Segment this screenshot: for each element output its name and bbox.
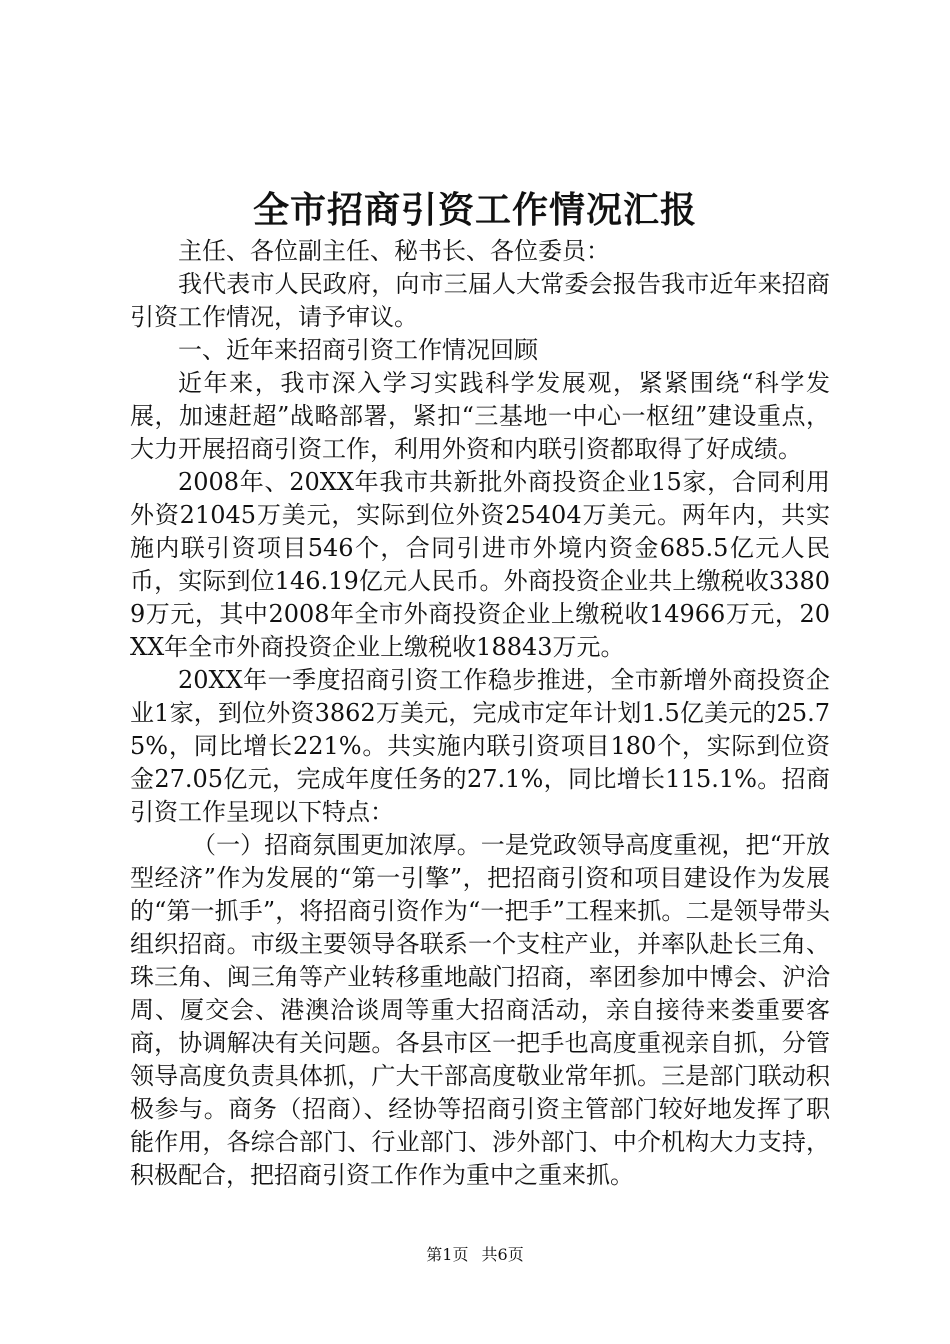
overview-paragraph: 近年来，我市深入学习实践科学发展观，紧紧围绕“科学发展，加速赶超”战略部署，紧扣“三基地一中心一枢纽”建设重点，大力开展招商引资工作，利用外资和内联引资都取得了好成绩。	[130, 369, 830, 463]
feature-one-paragraph: （一）招商氛围更加浓厚。一是党政领导高度重视，把“开放型经济”作为发展的“第一引擎”，把招商引资和项目建设作为发展的“第一抓手”，将招商引资作为“一把手”工程来抓。二是领导带头组织招商。市级主要领导各联系一个支柱产业，并率队赴长三角、珠三角、闽三角等产业转移重地敲门招商，率团参加中博会、沪洽周、厦交会、港澳洽谈周等重大招商活动，亲自接待来娄重要客商，协调解决有关问题。各县市区一把手也高度重视亲自抓，分管领导高度负责具体抓，广大干部高度敬业常年抓。三是部门联动积极参与。商务（招商）、经协等招商引资主管部门较好地发挥了职能作用，各综合部门、行业部门、涉外部门、中介机构大力支持，积极配合，把招商引资工作作为重中之重来抓。	[130, 831, 830, 1189]
page-count: 共6页	[481, 1245, 524, 1264]
intro-paragraph: 我代表市人民政府，向市三届人大常委会报告我市近年来招商引资工作情况，请予审议。	[130, 270, 830, 331]
section-heading: 一、近年来招商引资工作情况回顾	[178, 336, 538, 364]
page-footer	[0, 1244, 950, 1266]
document-title: 全市招商引资工作情况汇报	[252, 189, 697, 231]
first-quarter-paragraph: 20XX年一季度招商引资工作稳步推进，全市新增外商投资企业1家，到位外资3862万美元，完成市定年计划1.5亿美元的25.75%，同比增长221%。共实施内联引资项目180个，实际到位资金27.05亿元，完成年度任务的27.1%，同比增长115.1%。招商引资工作呈现以下特点：	[130, 666, 830, 826]
statistics-paragraph: 2008年、20XX年我市共新批外商投资企业15家，合同利用外资21045万美元，实际到位外资25404万美元。两年内，共实施内联引资项目546个，合同引进市外境内资金685.5亿元人民币，实际到位146.19亿元人民币。外商投资企业共上缴税收33809万元，其中2008年全市外商投资企业上缴税收14966万元，20XX年全市外商投资企业上缴税收18843万元。	[130, 468, 830, 661]
document-body	[130, 235, 830, 1192]
salutation-paragraph: 主任、各位副主任、秘书长、各位委员：	[178, 237, 610, 265]
page-number: 第1页	[426, 1245, 469, 1264]
